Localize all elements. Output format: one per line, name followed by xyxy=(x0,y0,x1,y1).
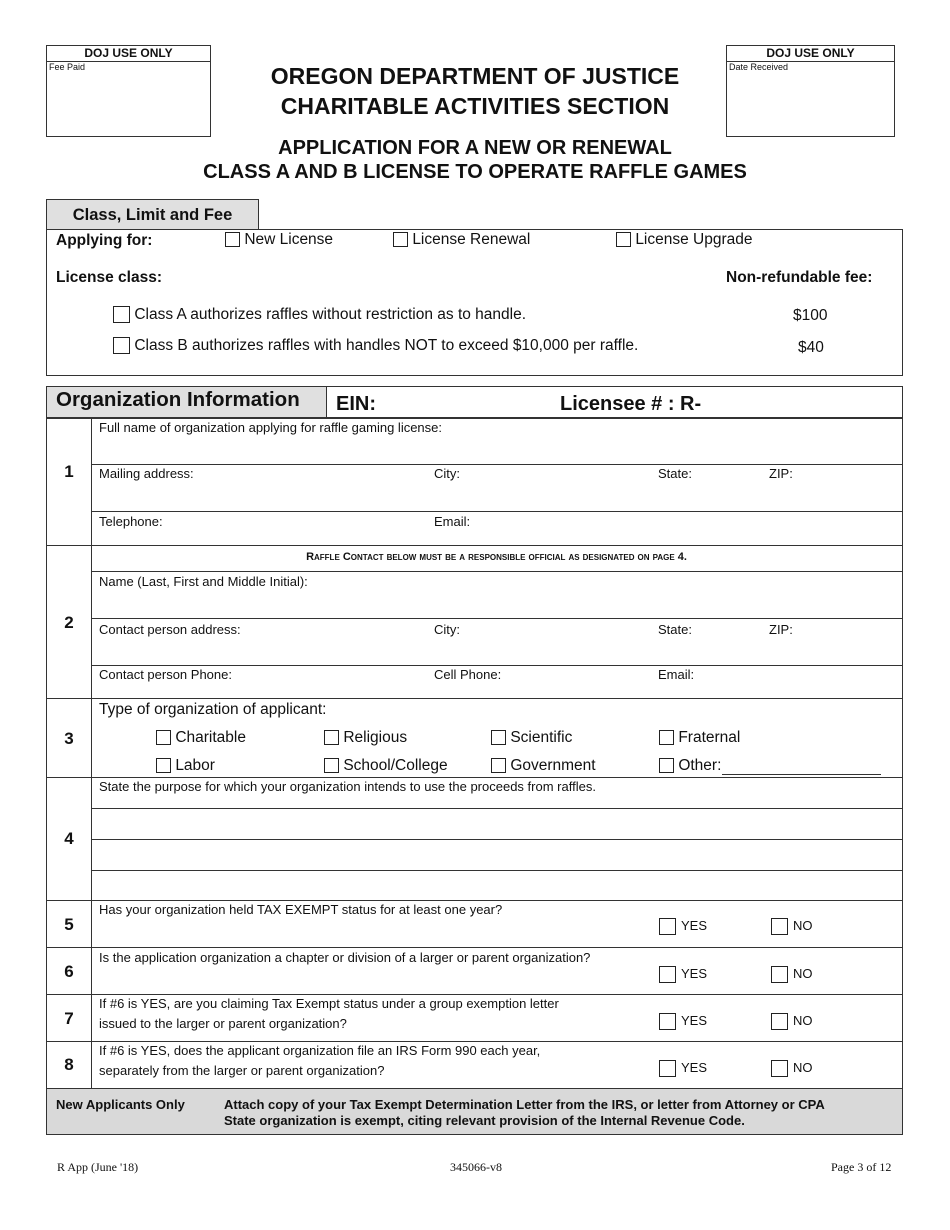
full-name-field[interactable]: Full name of organization applying for raffle gaming license: xyxy=(99,420,443,435)
fee-header: Non-refundable fee: xyxy=(726,269,873,286)
footer-form-version: R App (June '18) xyxy=(57,1160,139,1174)
class-a-fee: $100 xyxy=(793,307,828,324)
row8-yes-checkbox[interactable] xyxy=(659,1060,676,1077)
divider xyxy=(46,900,902,901)
licensee-label[interactable]: Licensee # : R- xyxy=(560,393,702,415)
zip-field[interactable]: ZIP: xyxy=(769,466,793,481)
contact-address-field[interactable]: Contact person address: xyxy=(99,622,241,637)
divider xyxy=(91,870,902,871)
divider xyxy=(91,571,902,572)
contact-email-field[interactable]: Email: xyxy=(658,667,695,682)
type-fraternal[interactable]: Fraternal xyxy=(659,729,740,747)
religious-checkbox[interactable] xyxy=(324,730,339,745)
section-title: CHARITABLE ACTIVITIES SECTION xyxy=(280,93,670,119)
row8-no-checkbox[interactable] xyxy=(771,1060,788,1077)
row5-yes[interactable]: YES xyxy=(659,918,707,935)
chapter-question: Is the application organization a chapter or division of a larger or parent organization? xyxy=(99,950,591,965)
divider xyxy=(46,947,902,948)
group-exemption-question-line1: If #6 is YES, are you claiming Tax Exempt status under a group exemption letter xyxy=(99,996,559,1011)
type-scientific[interactable]: Scientific xyxy=(491,729,572,747)
row-number-1: 1 xyxy=(64,462,74,481)
row-number-5: 5 xyxy=(64,915,74,934)
footer-doc-id: 345066-v8 xyxy=(450,1160,502,1174)
org-type-label: Type of organization of applicant: xyxy=(99,701,327,718)
new-applicants-text-2: State organization is exempt, citing relevant provision of the Internal Revenue Code. xyxy=(224,1113,745,1128)
divider xyxy=(91,839,902,840)
form-title-2: CLASS A AND B LICENSE TO OPERATE RAFFLE GAMES xyxy=(203,161,747,183)
form-title-1: APPLICATION FOR A NEW OR RENEWAL xyxy=(278,137,672,159)
row-number-7: 7 xyxy=(64,1009,74,1028)
footer-page-number: Page 3 of 12 xyxy=(831,1160,892,1174)
divider xyxy=(91,808,902,809)
doj-header: DOJ USE ONLY xyxy=(727,46,894,62)
new-applicants-label: New Applicants Only xyxy=(56,1097,185,1112)
fraternal-checkbox[interactable] xyxy=(659,730,674,745)
org-tab-label: Organization Information xyxy=(56,388,300,411)
cell-phone-field[interactable]: Cell Phone: xyxy=(434,667,502,682)
row6-no-checkbox[interactable] xyxy=(771,966,788,983)
contact-state-field[interactable]: State: xyxy=(658,622,692,637)
labor-checkbox[interactable] xyxy=(156,758,171,773)
license-class-label: License class: xyxy=(56,269,162,286)
divider xyxy=(46,698,902,699)
government-checkbox[interactable] xyxy=(491,758,506,773)
row5-yes-checkbox[interactable] xyxy=(659,918,676,935)
row7-yes[interactable]: YES xyxy=(659,1013,707,1030)
type-government[interactable]: Government xyxy=(491,757,596,775)
row-number-2: 2 xyxy=(64,613,74,632)
telephone-field[interactable]: Telephone: xyxy=(99,514,163,529)
class-b-checkbox[interactable] xyxy=(113,337,130,354)
contact-city-field[interactable]: City: xyxy=(434,622,460,637)
row6-yes-checkbox[interactable] xyxy=(659,966,676,983)
other-underline[interactable] xyxy=(722,774,881,775)
state-field[interactable]: State: xyxy=(658,466,692,481)
divider xyxy=(91,618,902,619)
type-other[interactable]: Other: xyxy=(659,757,721,775)
class-a-checkbox[interactable] xyxy=(113,306,130,323)
row6-yes[interactable]: YES xyxy=(659,966,707,983)
class-a-option[interactable]: Class A authorizes raffles without restriction as to handle. xyxy=(113,306,526,324)
divider xyxy=(46,994,902,995)
row6-no[interactable]: NO xyxy=(771,966,813,983)
row8-no[interactable]: NO xyxy=(771,1060,813,1077)
divider xyxy=(91,511,902,512)
row7-yes-checkbox[interactable] xyxy=(659,1013,676,1030)
license-renewal-checkbox[interactable] xyxy=(393,232,408,247)
row-number-6: 6 xyxy=(64,962,74,981)
new-applicants-text-1: Attach copy of your Tax Exempt Determination Letter from the IRS, or letter from Attorney or CPA xyxy=(224,1097,825,1112)
row5-no-checkbox[interactable] xyxy=(771,918,788,935)
number-column-divider xyxy=(91,417,92,1088)
class-tab-label: Class, Limit and Fee xyxy=(72,206,233,224)
row7-no-checkbox[interactable] xyxy=(771,1013,788,1030)
divider xyxy=(91,665,902,666)
form-990-question-line2: separately from the larger or parent organization? xyxy=(99,1063,385,1078)
class-b-fee: $40 xyxy=(798,339,824,356)
doj-use-only-fee-box xyxy=(46,45,211,137)
form-990-question-line1: If #6 is YES, does the applicant organization file an IRS Form 990 each year, xyxy=(99,1043,541,1058)
doj-header: DOJ USE ONLY xyxy=(47,46,210,62)
divider xyxy=(91,464,902,465)
other-checkbox[interactable] xyxy=(659,758,674,773)
group-exemption-question-line2: issued to the larger or parent organization? xyxy=(99,1016,347,1031)
class-b-option[interactable]: Class B authorizes raffles with handles NOT to exceed $10,000 per raffle. xyxy=(113,337,638,355)
row-number-4: 4 xyxy=(64,829,74,848)
ein-label[interactable]: EIN: xyxy=(336,393,376,415)
class-limit-fee-tab xyxy=(46,199,259,230)
tax-exempt-question: Has your organization held TAX EXEMPT status for at least one year? xyxy=(99,902,503,917)
contact-zip-field[interactable]: ZIP: xyxy=(769,622,793,637)
new-license-checkbox[interactable] xyxy=(225,232,240,247)
scientific-checkbox[interactable] xyxy=(491,730,506,745)
charitable-checkbox[interactable] xyxy=(156,730,171,745)
row8-yes[interactable]: YES xyxy=(659,1060,707,1077)
row7-no[interactable]: NO xyxy=(771,1013,813,1030)
fee-paid-label: Fee Paid xyxy=(49,62,86,72)
row-number-8: 8 xyxy=(64,1055,74,1074)
type-religious[interactable]: Religious xyxy=(324,729,407,747)
license-renewal-option[interactable]: License Renewal xyxy=(393,231,530,249)
license-upgrade-option[interactable]: License Upgrade xyxy=(616,231,753,249)
type-school-college[interactable]: School/College xyxy=(324,757,448,775)
divider xyxy=(46,777,902,778)
divider xyxy=(46,1041,902,1042)
raffle-contact-banner: Raffle Contact below must be a responsible official as designated on page 4. xyxy=(306,551,687,563)
new-license-option[interactable]: New License xyxy=(225,231,333,249)
license-upgrade-checkbox[interactable] xyxy=(616,232,631,247)
date-received-label: Date Received xyxy=(729,62,789,72)
doj-use-only-date-box xyxy=(726,45,895,137)
school-college-checkbox[interactable] xyxy=(324,758,339,773)
purpose-field[interactable]: State the purpose for which your organization intends to use the proceeds from raffles. xyxy=(99,779,596,794)
type-charitable[interactable]: Charitable xyxy=(156,729,246,747)
email-field[interactable]: Email: xyxy=(434,514,471,529)
mailing-address-field[interactable]: Mailing address: xyxy=(99,466,194,481)
row-number-3: 3 xyxy=(64,729,74,748)
row5-no[interactable]: NO xyxy=(771,918,813,935)
contact-phone-field[interactable]: Contact person Phone: xyxy=(99,667,232,682)
city-field[interactable]: City: xyxy=(434,466,460,481)
applying-for-label: Applying for: xyxy=(56,232,153,249)
agency-title: OREGON DEPARTMENT OF JUSTICE xyxy=(270,63,680,89)
type-labor[interactable]: Labor xyxy=(156,757,215,775)
contact-name-field[interactable]: Name (Last, First and Middle Initial): xyxy=(99,574,308,589)
divider xyxy=(46,545,902,546)
